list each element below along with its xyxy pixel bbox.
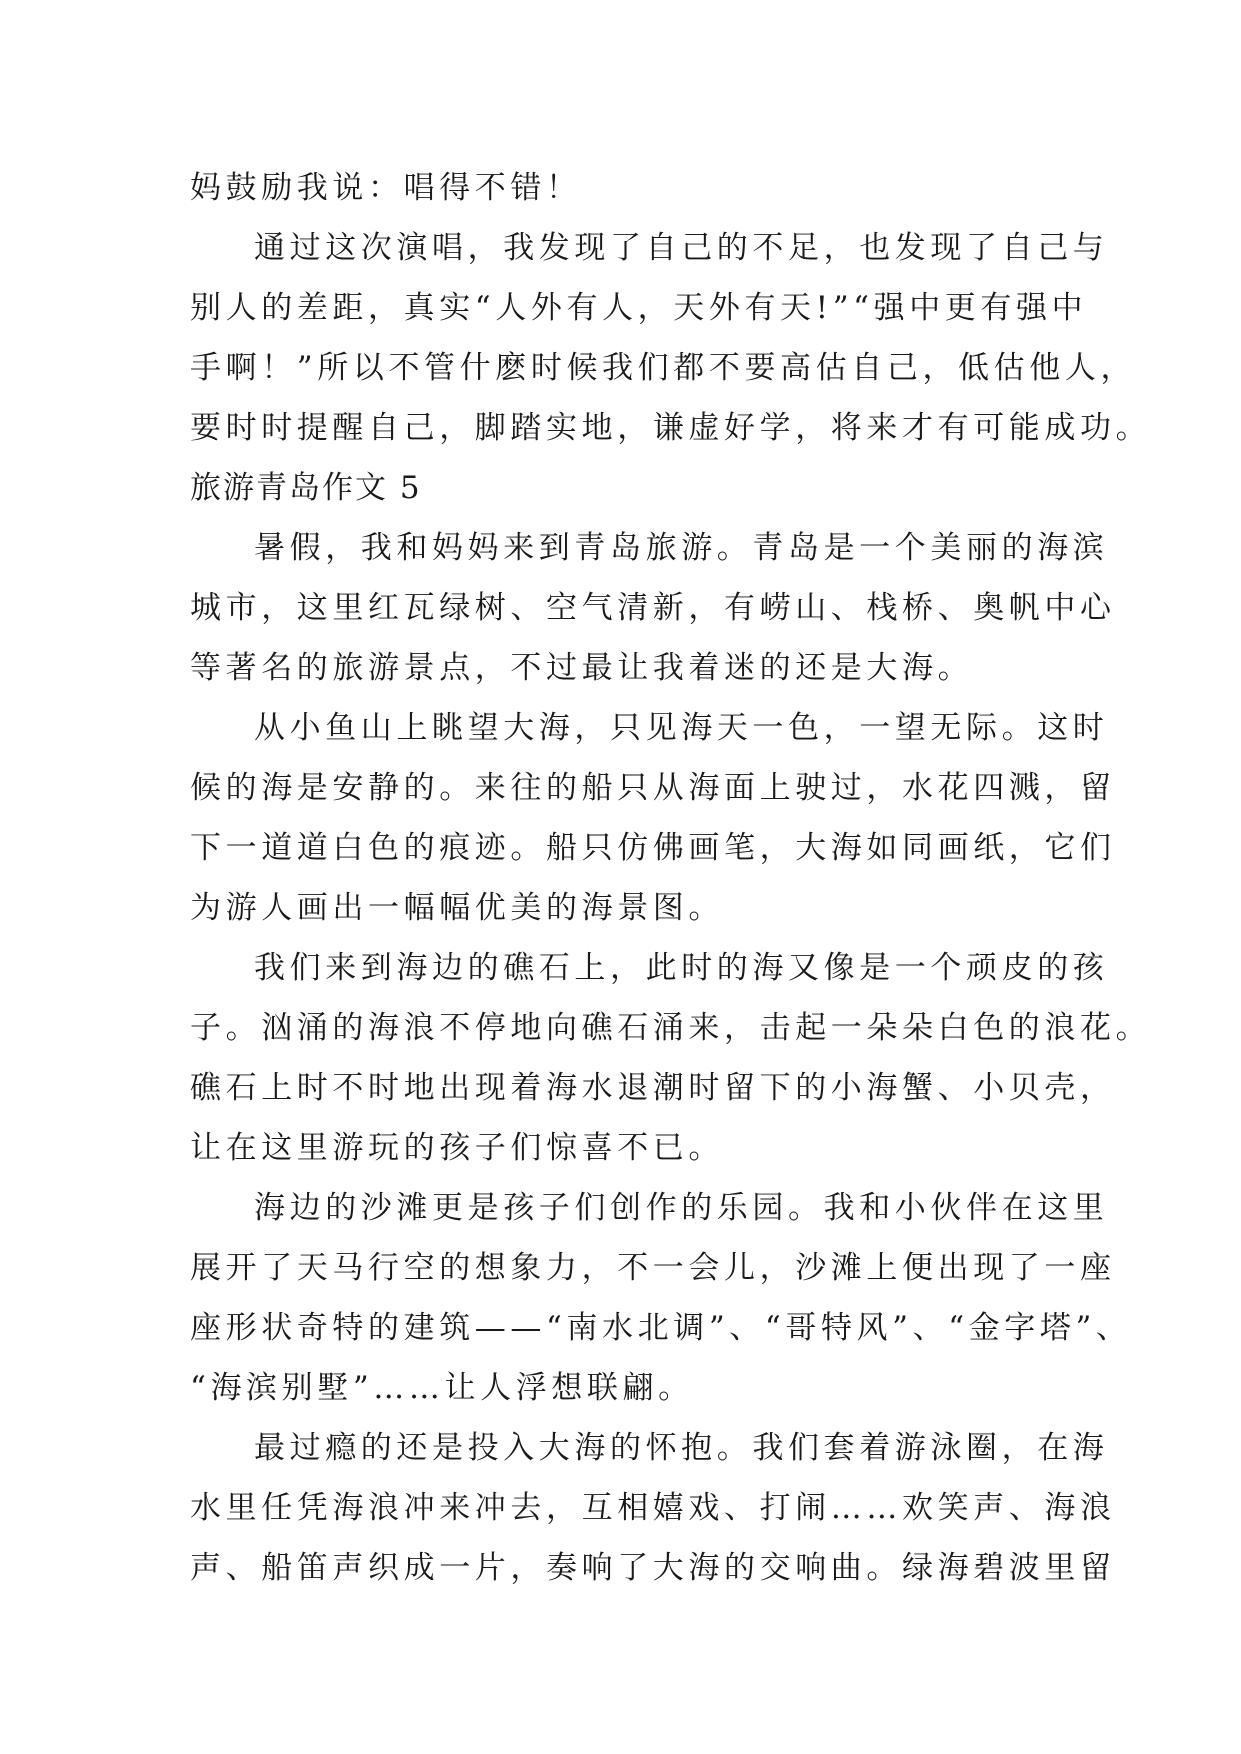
text-line: 座形状奇特的建筑——“南水北调”、“哥特风”、“金字塔”、 (190, 1310, 1132, 1346)
text-line: 手啊！”所以不管什麽时候我们都不要高估自己，低估他人， (190, 350, 1137, 386)
text-line: 要时时提醒自己，脚踏实地，谦虚好学，将来才有可能成功。 (190, 410, 1152, 446)
text-line: “海滨别墅”……让人浮想联翩。 (190, 1370, 694, 1406)
text-line: 让在这里游玩的孩子们惊喜不已。 (190, 1130, 724, 1166)
section-heading: 旅游青岛作文 5 (190, 470, 422, 506)
text-line: 下一道道白色的痕迹。船只仿佛画笔，大海如同画纸，它们 (190, 830, 1116, 866)
paragraph-start-line: 最过瘾的还是投入大海的怀抱。我们套着游泳圈，在海 (254, 1430, 1109, 1466)
paragraph-start-line: 我们来到海边的礁石上，此时的海又像是一个顽皮的孩 (254, 950, 1109, 986)
essay-body (190, 158, 1152, 1598)
text-line: 别人的差距，真实“人外有人，天外有天!”“强中更有强中 (190, 290, 1088, 326)
text-line: 礁石上时不时地出现着海水退潮时留下的小海蟹、小贝壳， (190, 1070, 1116, 1106)
paragraph-start-line: 暑假，我和妈妈来到青岛旅游。青岛是一个美丽的海滨 (254, 530, 1109, 566)
text-line: 妈鼓励我说：唱得不错！ (190, 170, 582, 206)
text-line: 展开了天马行空的想象力，不一会儿，沙滩上便出现了一座 (190, 1250, 1116, 1286)
text-line: 等著名的旅游景点，不过最让我着迷的还是大海。 (190, 650, 974, 686)
text-line: 城市，这里红瓦绿树、空气清新，有崂山、栈桥、奥帆中心 (190, 590, 1116, 626)
text-line: 为游人画出一幅幅优美的海景图。 (190, 890, 724, 926)
text-line: 子。汹涌的海浪不停地向礁石涌来，击起一朵朵白色的浪花。 (190, 1010, 1152, 1046)
paragraph-start-line: 通过这次演唱，我发现了自己的不足，也发现了自己与 (254, 230, 1109, 266)
text-line: 水里任凭海浪冲来冲去，互相嬉戏、打闹……欢笑声、海浪 (190, 1490, 1116, 1526)
paragraph-start-line: 从小鱼山上眺望大海，只见海天一色，一望无际。这时 (254, 710, 1109, 746)
paragraph-start-line: 海边的沙滩更是孩子们创作的乐园。我和小伙伴在这里 (254, 1190, 1109, 1226)
text-line: 声、船笛声织成一片，奏响了大海的交响曲。绿海碧波里留 (190, 1550, 1116, 1586)
text-line: 候的海是安静的。来往的船只从海面上驶过，水花四溅，留 (190, 770, 1116, 806)
